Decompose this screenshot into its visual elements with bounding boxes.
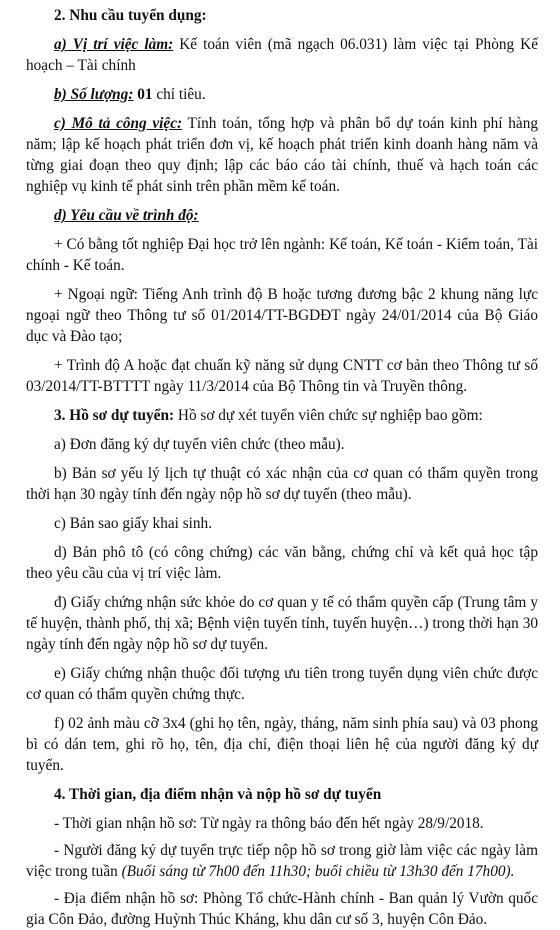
submission-time: - Thời gian nhận hồ sơ: Từ ngày ra thông báo đến hết ngày 28/9/2018. bbox=[54, 815, 484, 832]
submission-hours: (Buổi sáng từ 7h00 đến 11h30; buổi chiều từ 13h30 đến 17h00). bbox=[121, 863, 515, 880]
job-description-label: c) Mô tả công việc: bbox=[54, 115, 183, 132]
document-item: d) Bản phô tô (có công chứng) các văn bằng, chứng chỉ và kết quả học tập theo yêu cầu của vị trí việc làm. bbox=[26, 544, 538, 582]
submission-method bbox=[26, 840, 538, 882]
section-4-heading: 4. Thời gian, địa điểm nhận và nộp hồ sơ dự tuyển bbox=[54, 786, 382, 803]
requirement-item: + Trình độ A hoặc đạt chuẩn kỹ năng sử dụng CNTT cơ bản theo Thông tư số 03/2014/TT-BTTTT ngày 11/3/2014 của Bộ Thông tin và Truyền thông. bbox=[26, 357, 538, 395]
job-position-label: a) Vị trí việc làm: bbox=[54, 36, 174, 53]
job-position bbox=[26, 34, 538, 76]
document-item: f) 02 ảnh màu cỡ 3x4 (ghi họ tên, ngày, tháng, năm sinh phía sau) và 03 phong bì có dán tem, ghi rõ họ, tên, địa chỉ, điện thoại liên hệ của người đăng ký dự tuyển. bbox=[26, 715, 538, 774]
section-3-heading bbox=[26, 405, 538, 426]
job-position-text: Kế toán viên (mã ngạch 06.031) làm việc tại Phòng Kế hoạch – Tài chính bbox=[26, 36, 538, 74]
requirements-label: d) Yêu cầu về trình độ: bbox=[54, 207, 199, 224]
document-item: đ) Giấy chứng nhận sức khỏe do cơ quan y tế có thẩm quyền cấp (Trung tâm y tế huyện, thành phố, thị xã; Bệnh viện tuyến tỉnh, tuyến huyện…) trong thời hạn 30 ngày tính đến ngày nộp hồ sơ dự tuyển. bbox=[26, 594, 538, 653]
quantity-label: b) Số lượng: bbox=[54, 86, 134, 103]
document-item: a) Đơn đăng ký dự tuyển viên chức (theo mẫu). bbox=[54, 436, 345, 453]
section-3-intro: Hồ sơ dự xét tuyển viên chức sự nghiệp bao gồm: bbox=[174, 407, 483, 424]
document-item: b) Bản sơ yếu lý lịch tự thuật có xác nhận của cơ quan có thẩm quyền trong thời hạn 30 ngày tính đến ngày nộp hồ sơ dự tuyển (theo mẫu). bbox=[26, 465, 538, 503]
section-3-title: 3. Hồ sơ dự tuyển: bbox=[54, 407, 175, 424]
submission-method-text: - Người đăng ký dự tuyển trực tiếp nộp hồ sơ trong giờ làm việc các ngày làm việc trong tuần bbox=[26, 842, 538, 880]
job-description bbox=[26, 113, 538, 197]
quantity bbox=[26, 84, 538, 105]
document-item: e) Giấy chứng nhận thuộc đối tượng ưu tiên trong tuyển dụng viên chức được cơ quan có thẩm quyền chứng thực. bbox=[26, 665, 538, 703]
requirement-item: + Có bằng tốt nghiệp Đại học trở lên ngành: Kế toán, Kế toán - Kiểm toán, Tài chính - Kế toán. bbox=[26, 236, 538, 274]
section-2-heading: 2. Nhu cầu tuyển dụng: bbox=[54, 7, 207, 24]
quantity-rest: chỉ tiêu. bbox=[152, 86, 206, 103]
submission-place: - Địa điểm nhận hồ sơ: Phòng Tổ chức-Hành chính - Ban quản lý Vườn quốc gia Côn Đảo, đường Huỳnh Thúc Kháng, khu dân cư số 3, huyện Côn Đảo. bbox=[26, 890, 538, 928]
requirement-item: + Ngoại ngữ: Tiếng Anh trình độ B hoặc tương đương bậc 2 khung năng lực ngoại ngữ theo Thông tư số 01/2014/TT-BGDĐT ngày 24/01/2014 của Bộ Giáo dục và Đào tạo; bbox=[26, 286, 538, 345]
job-description-text: Tính toán, tổng hợp và phân bổ dự toán kinh phí hàng năm; lập kế hoạch phát triển đơn vị, kế hoạch phát triển kinh doanh hàng năm và từng giai đoạn theo quy định; lập các báo cáo tài chính, thuế và hạch toán các nghiệp vụ kinh tế phát sinh trên phần mềm kế toán. bbox=[26, 115, 538, 195]
quantity-value: 01 bbox=[133, 86, 153, 103]
requirements-heading bbox=[26, 205, 538, 226]
document-item: c) Bản sao giấy khai sinh. bbox=[54, 515, 213, 532]
